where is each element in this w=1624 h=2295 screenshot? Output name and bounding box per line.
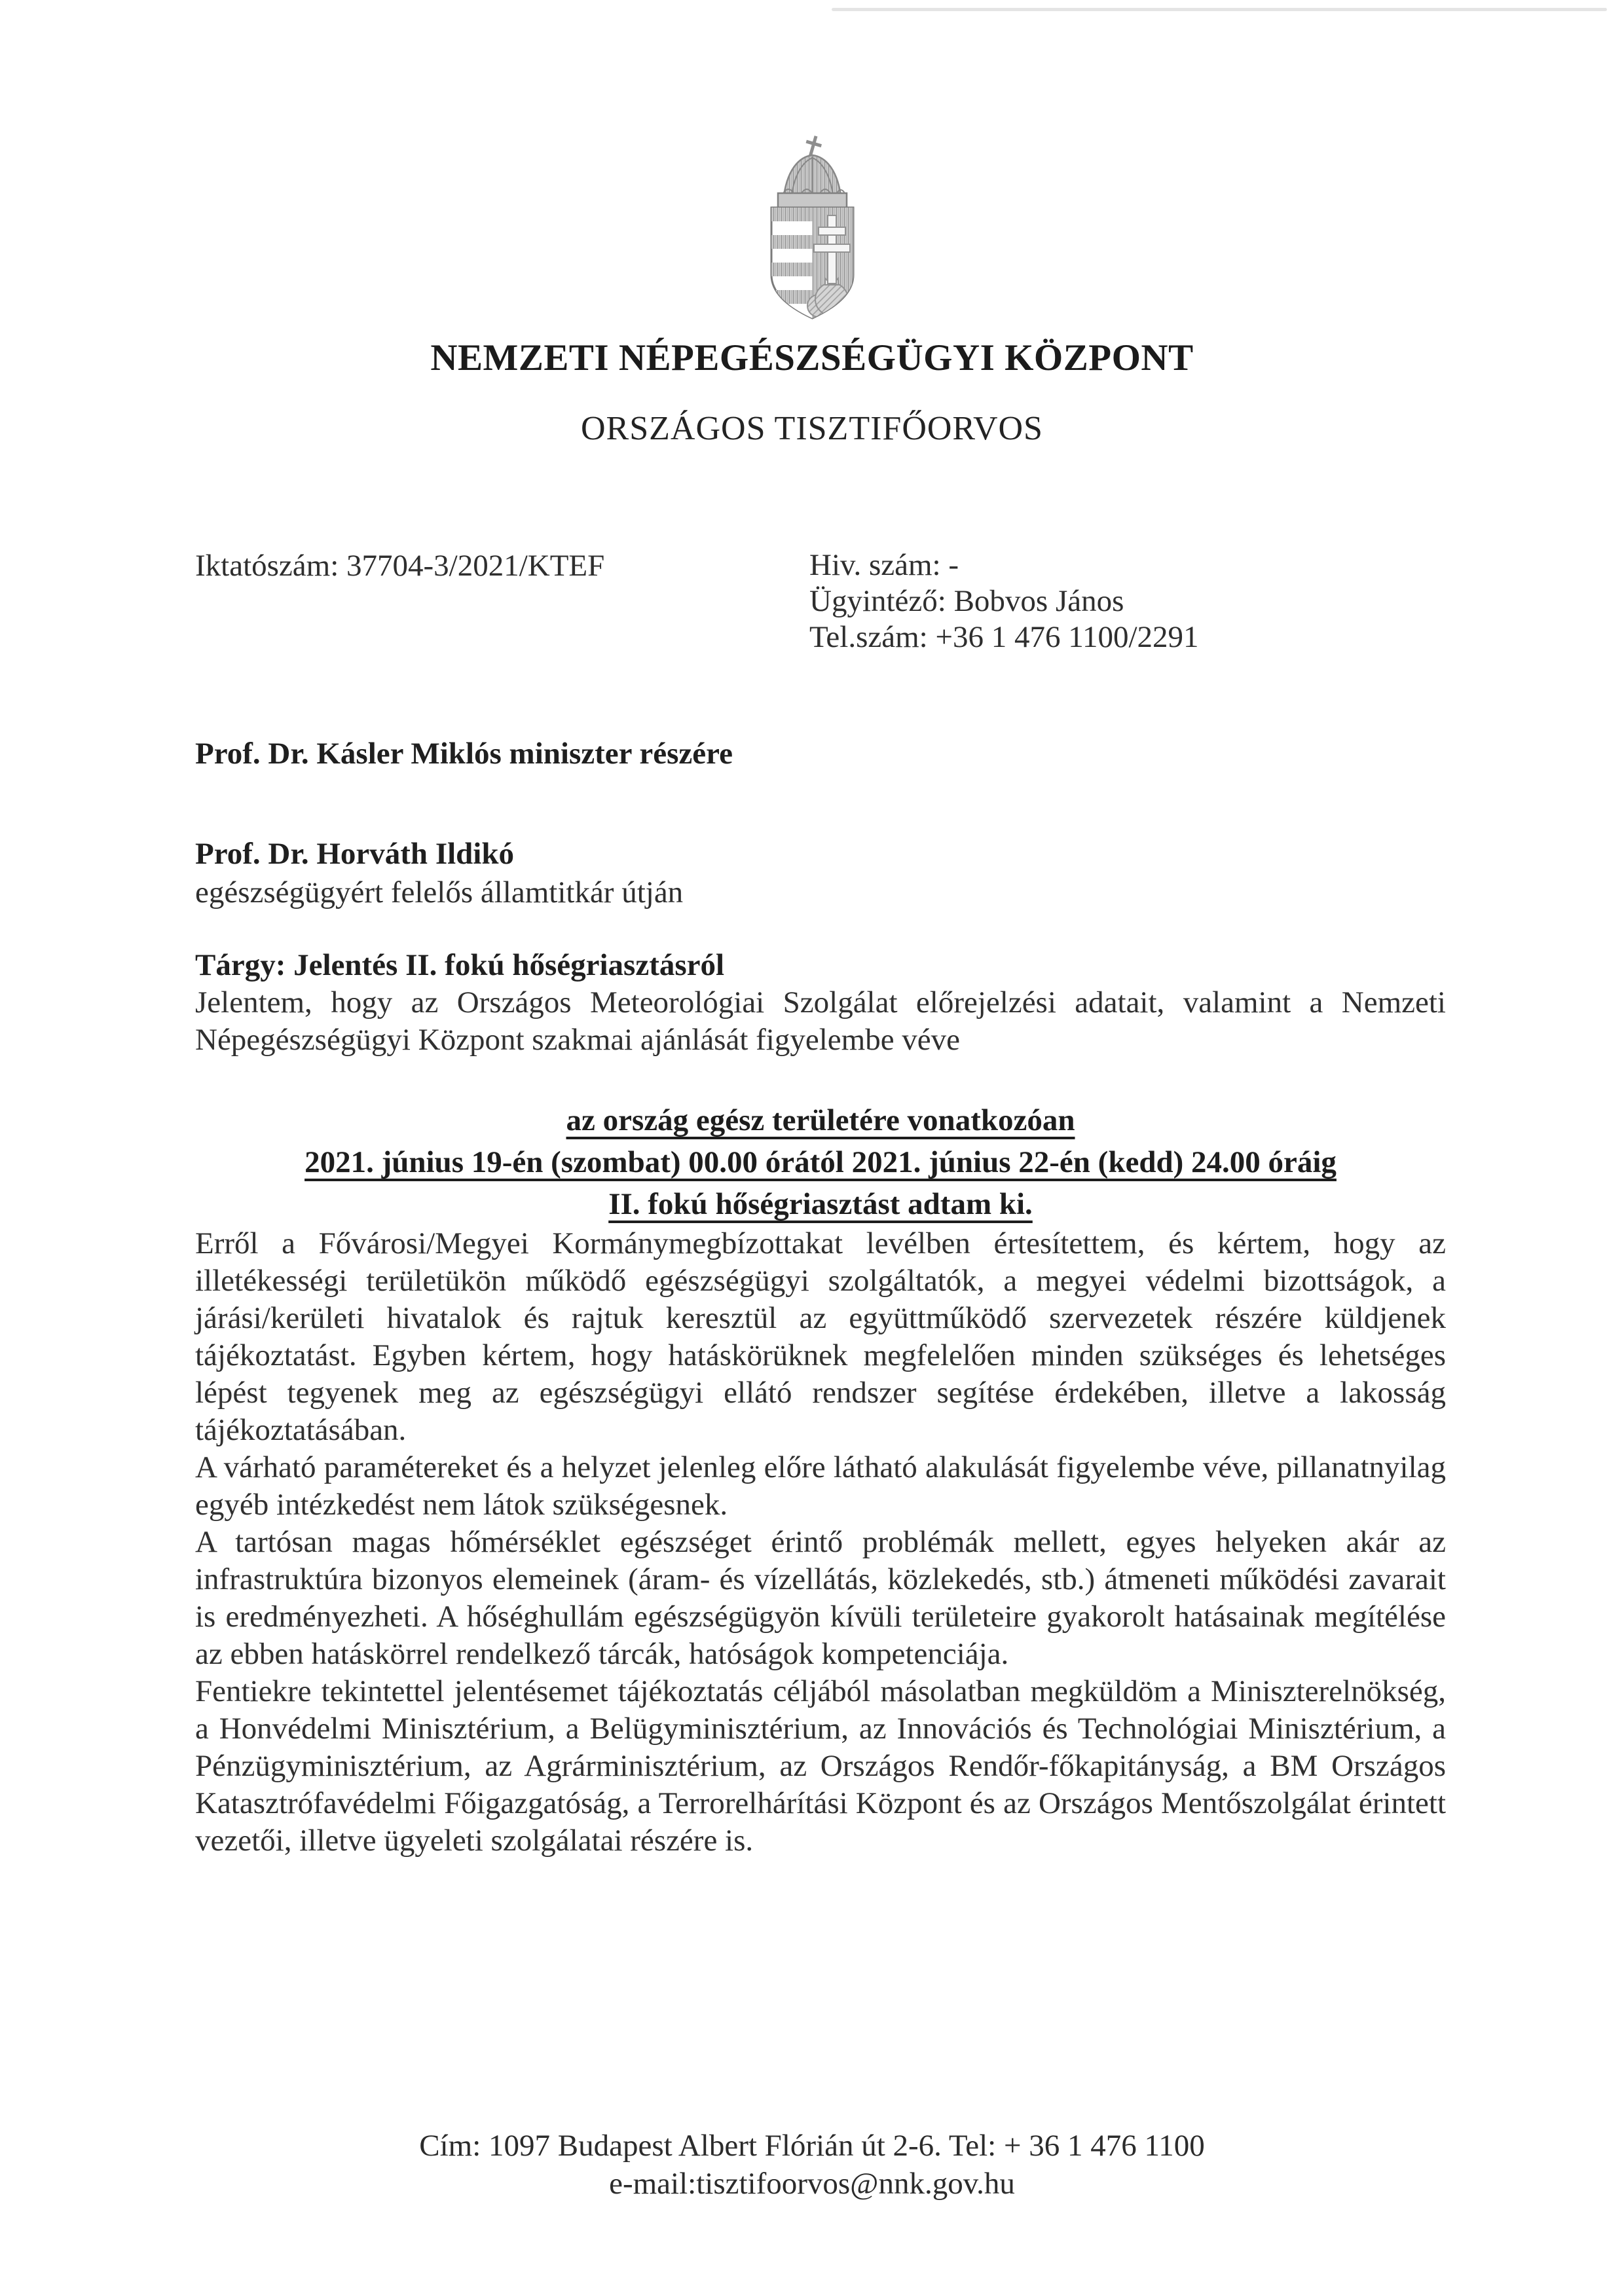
subject-line: Tárgy: Jelentés II. fokú hőségriasztásról xyxy=(195,948,725,982)
paragraph-measures: A várható paramétereket és a helyzet jelenleg előre látható alakulását figyelembe véve, pillanatnyilag egyéb intézkedést nem látok szükségesnek. xyxy=(195,1450,1446,1522)
scan-artifact-line xyxy=(832,8,1607,11)
reference-number: Hiv. szám: - xyxy=(809,548,959,582)
announcement-period-text: 2021. június 19-én (szombat) 00.00 órától 2021. június 22-én (kedd) 24.00 óráig xyxy=(304,1145,1337,1179)
organization-role: ORSZÁGOS TISZTIFŐORVOS xyxy=(581,410,1043,447)
announcement-block xyxy=(195,1099,1446,1225)
paragraph-notification: Erről a Fővárosi/Megyei Kormánymegbízottakat levélben értesítettem, és kértem, hogy az illetékességi területükön működő egészségügyi szolgáltatók, a megyei védelmi bizottságok, a járási/kerületi hivatalok és rajtuk keresztül az együttműködő szervezetek részére küldjenek tájékoztatást. Egyben kértem, hogy hatáskörüknek megfelelően minden szükséges és lehetséges lépést tegyenek meg az egészségügyi ellátó rendszer segítése érdekében, illetve a lakosság tájékoztatásában. xyxy=(195,1226,1446,1447)
paragraph-infrastructure: A tartósan magas hőmérséklet egészséget érintő problémák mellett, egyes helyeken akár az infrastruktúra bizonyos elemeinek (áram- és vízellátás, közlekedés, stb.) átmeneti működési zavarait is eredményezheti. A hőséghullám egészségügyön kívüli területeire gyakorolt hatásainak megítélése az ebben hatáskörrel rendelkező tárcák, hatóságok kompetenciája. xyxy=(195,1525,1446,1671)
hungarian-coat-of-arms-icon xyxy=(745,128,879,323)
announcement-decision-text: II. fokú hőségriasztást adtam ki. xyxy=(608,1187,1033,1221)
recipient-minister: Prof. Dr. Kásler Miklós miniszter részére xyxy=(195,737,733,771)
footer-contact xyxy=(0,2127,1624,2203)
letter-body xyxy=(0,547,1624,1860)
reference-details xyxy=(809,547,1446,655)
paragraph-distribution: Fentiekre tekintettel jelentésemet tájékoztatás céljából másolatban megküldöm a Miniszterelnökség, a Honvédelmi Minisztérium, a Belügyminisztérium, az Innovációs és Technológiai Minisztérium, a Pénzügyminisztérium, az Agrárminisztérium, az Országos Rendőr-főkapitányság, a BM Országos Katasztrófavédelmi Főigazgatóság, a Terrorelhárítási Központ és az Országos Mentőszolgálat érintett vezetői, illetve ügyeleti szolgálatai részére is. xyxy=(195,1674,1446,1858)
paragraph-intro: Jelentem, hogy az Országos Meteorológiai Szolgálat előrejelzési adatait, valamint a Nemzeti Népegészségügyi Központ szakmai ajánlását figyelembe véve xyxy=(195,985,1446,1057)
announcement-period xyxy=(195,1141,1446,1183)
organization-name: NEMZETI NÉPEGÉSZSÉGÜGYI KÖZPONT xyxy=(430,337,1194,378)
footer-address: Cím: 1097 Budapest Albert Flórián út 2-6. Tel: + 36 1 476 1100 xyxy=(419,2129,1205,2163)
recipient-state-secretary: Prof. Dr. Horváth Ildikó xyxy=(195,837,515,871)
phone-number: Tel.szám: +36 1 476 1100/2291 xyxy=(809,620,1199,654)
announcement-scope xyxy=(195,1099,1446,1141)
announcement-scope-text: az ország egész területére vonatkozóan xyxy=(566,1103,1075,1137)
letterhead xyxy=(0,0,1624,448)
registry-number: Iktatószám: 37704-3/2021/KTEF xyxy=(195,549,605,583)
recipient-via-line: egészségügyért felelős államtitkár útján xyxy=(195,875,684,909)
footer-email: e-mail:tisztifoorvos@nnk.gov.hu xyxy=(609,2167,1015,2201)
announcement-decision xyxy=(195,1183,1446,1225)
reference-block xyxy=(195,547,1446,655)
case-officer: Ügyintéző: Bobvos János xyxy=(809,584,1124,618)
